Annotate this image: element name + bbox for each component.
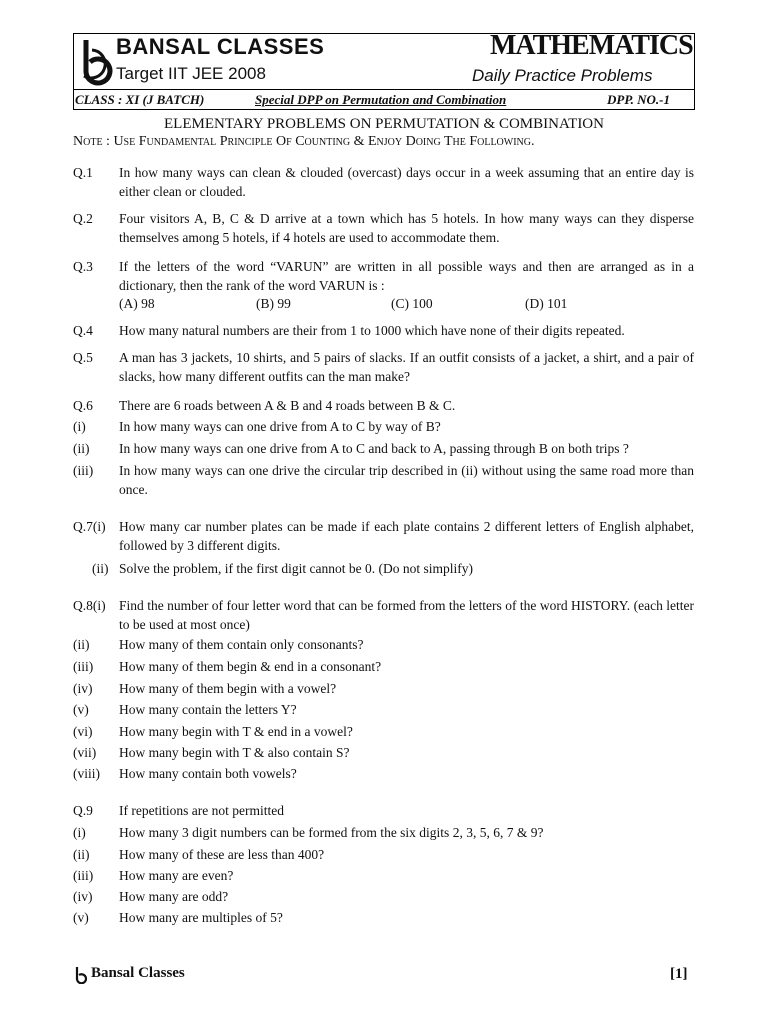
question-text: How many of them contain only consonants? <box>119 637 364 652</box>
question-text: Solve the problem, if the first digit cannot be 0. (Do not simplify) <box>119 561 473 576</box>
question-number: (ii) <box>73 637 90 652</box>
question-number: Q.9 <box>73 803 93 818</box>
question-text: How many car number plates can be made if each plate contains 2 different letters of English alphabet, followed by 3 different digits. <box>119 519 694 553</box>
question-text: There are 6 roads between A & B and 4 roads between B & C. <box>119 398 456 413</box>
question-number: (iv) <box>73 889 93 904</box>
question-number: Q.3 <box>73 259 93 274</box>
question-text: How many begin with T & also contain S? <box>119 745 350 760</box>
question-number: (v) <box>73 910 89 925</box>
question-number: Q.1 <box>73 165 93 180</box>
question-text: How many of them begin & end in a consonant? <box>119 659 382 674</box>
question-number: (iii) <box>73 659 94 674</box>
question-text: In how many ways can one drive from A to C by way of B? <box>119 419 441 434</box>
question-text: If the letters of the word “VARUN” are written in all possible ways and then are arranged as in a dictionary, then the rank of the word VARUN is : <box>119 259 694 293</box>
question-number: (ii) <box>92 561 109 576</box>
dpp-title: Daily Practice Problems <box>472 66 653 85</box>
question-number: Q.6 <box>73 398 93 413</box>
question-number: (ii) <box>73 847 90 862</box>
question-number: Q.2 <box>73 211 93 226</box>
option-d: (D) 101 <box>525 296 568 311</box>
option-c: (C) 100 <box>391 296 433 311</box>
question-text: In how many ways can clean & clouded (overcast) days occur in a week assuming that an entire day is either clean or clouded. <box>119 165 694 199</box>
question-text: How many contain the letters Y? <box>119 702 297 717</box>
question-number: (iv) <box>73 681 93 696</box>
question-number: (i) <box>73 825 86 840</box>
question-number: Q.8(i) <box>73 598 106 613</box>
note-text: Note : Use Fundamental Principle Of Counting & Enjoy Doing The Following. <box>73 134 535 149</box>
footer-brand: Bansal Classes <box>91 965 185 981</box>
question-text: How many are multiples of 5? <box>119 910 283 925</box>
question-text: How many contain both vowels? <box>119 766 297 781</box>
question-number: Q.5 <box>73 350 93 365</box>
subject-title: MATHEMATICS <box>490 30 693 61</box>
question-text: How many of these are less than 400? <box>119 847 325 862</box>
question-number: (vi) <box>73 724 93 739</box>
question-number: (v) <box>73 702 89 717</box>
question-number: (viii) <box>73 766 100 781</box>
question-number: (iii) <box>73 868 94 883</box>
question-number: (ii) <box>73 441 90 456</box>
question-number: Q.7(i) <box>73 519 106 534</box>
header-divider <box>73 89 695 90</box>
option-a: (A) 98 <box>119 296 155 311</box>
brand-name: BANSAL CLASSES <box>116 34 325 59</box>
dpp-number: DPP. NO.-1 <box>607 92 670 107</box>
question-text: How many begin with T & end in a vowel? <box>119 724 353 739</box>
question-text: How many are odd? <box>119 889 229 904</box>
question-text: If repetitions are not permitted <box>119 803 284 818</box>
question-text: How many are even? <box>119 868 234 883</box>
question-text: A man has 3 jackets, 10 shirts, and 5 pairs of slacks. If an outfit consists of a jacket, a shirt, and a pair of slacks, how many different outfits can the man make? <box>119 350 694 384</box>
bansal-logo-icon <box>76 36 114 86</box>
question-text: Four visitors A, B, C & D arrive at a town which has 5 hotels. In how many ways can they disperse themselves among 5 hotels, if 4 hotels are used to accommodate them. <box>119 211 694 245</box>
question-number: (vii) <box>73 745 97 760</box>
option-b: (B) 99 <box>256 296 291 311</box>
target-label: Target IIT JEE 2008 <box>116 64 266 83</box>
question-text: How many of them begin with a vowel? <box>119 681 337 696</box>
question-number: (iii) <box>73 463 94 478</box>
page-number: [1] <box>670 966 688 982</box>
question-text: In how many ways can one drive the circular trip described in (ii) without using the same road more than once. <box>119 463 694 497</box>
question-text: How many natural numbers are their from 1 to 1000 which have none of their digits repeated. <box>119 323 625 338</box>
footer-logo-icon <box>73 966 87 984</box>
question-text: How many 3 digit numbers can be formed from the six digits 2, 3, 5, 6, 7 & 9? <box>119 825 544 840</box>
page-title: ELEMENTARY PROBLEMS ON PERMUTATION & COMBINATION <box>164 116 604 132</box>
question-number: Q.4 <box>73 323 93 338</box>
special-dpp-label: Special DPP on Permutation and Combination <box>255 92 507 107</box>
question-text: In how many ways can one drive from A to C and back to A, passing through B on both trips ? <box>119 441 629 456</box>
class-label: CLASS : XI (J BATCH) <box>75 92 205 107</box>
question-number: (i) <box>73 419 86 434</box>
question-text: Find the number of four letter word that can be formed from the letters of the word HISTORY. (each letter to be used at most once) <box>119 598 694 632</box>
